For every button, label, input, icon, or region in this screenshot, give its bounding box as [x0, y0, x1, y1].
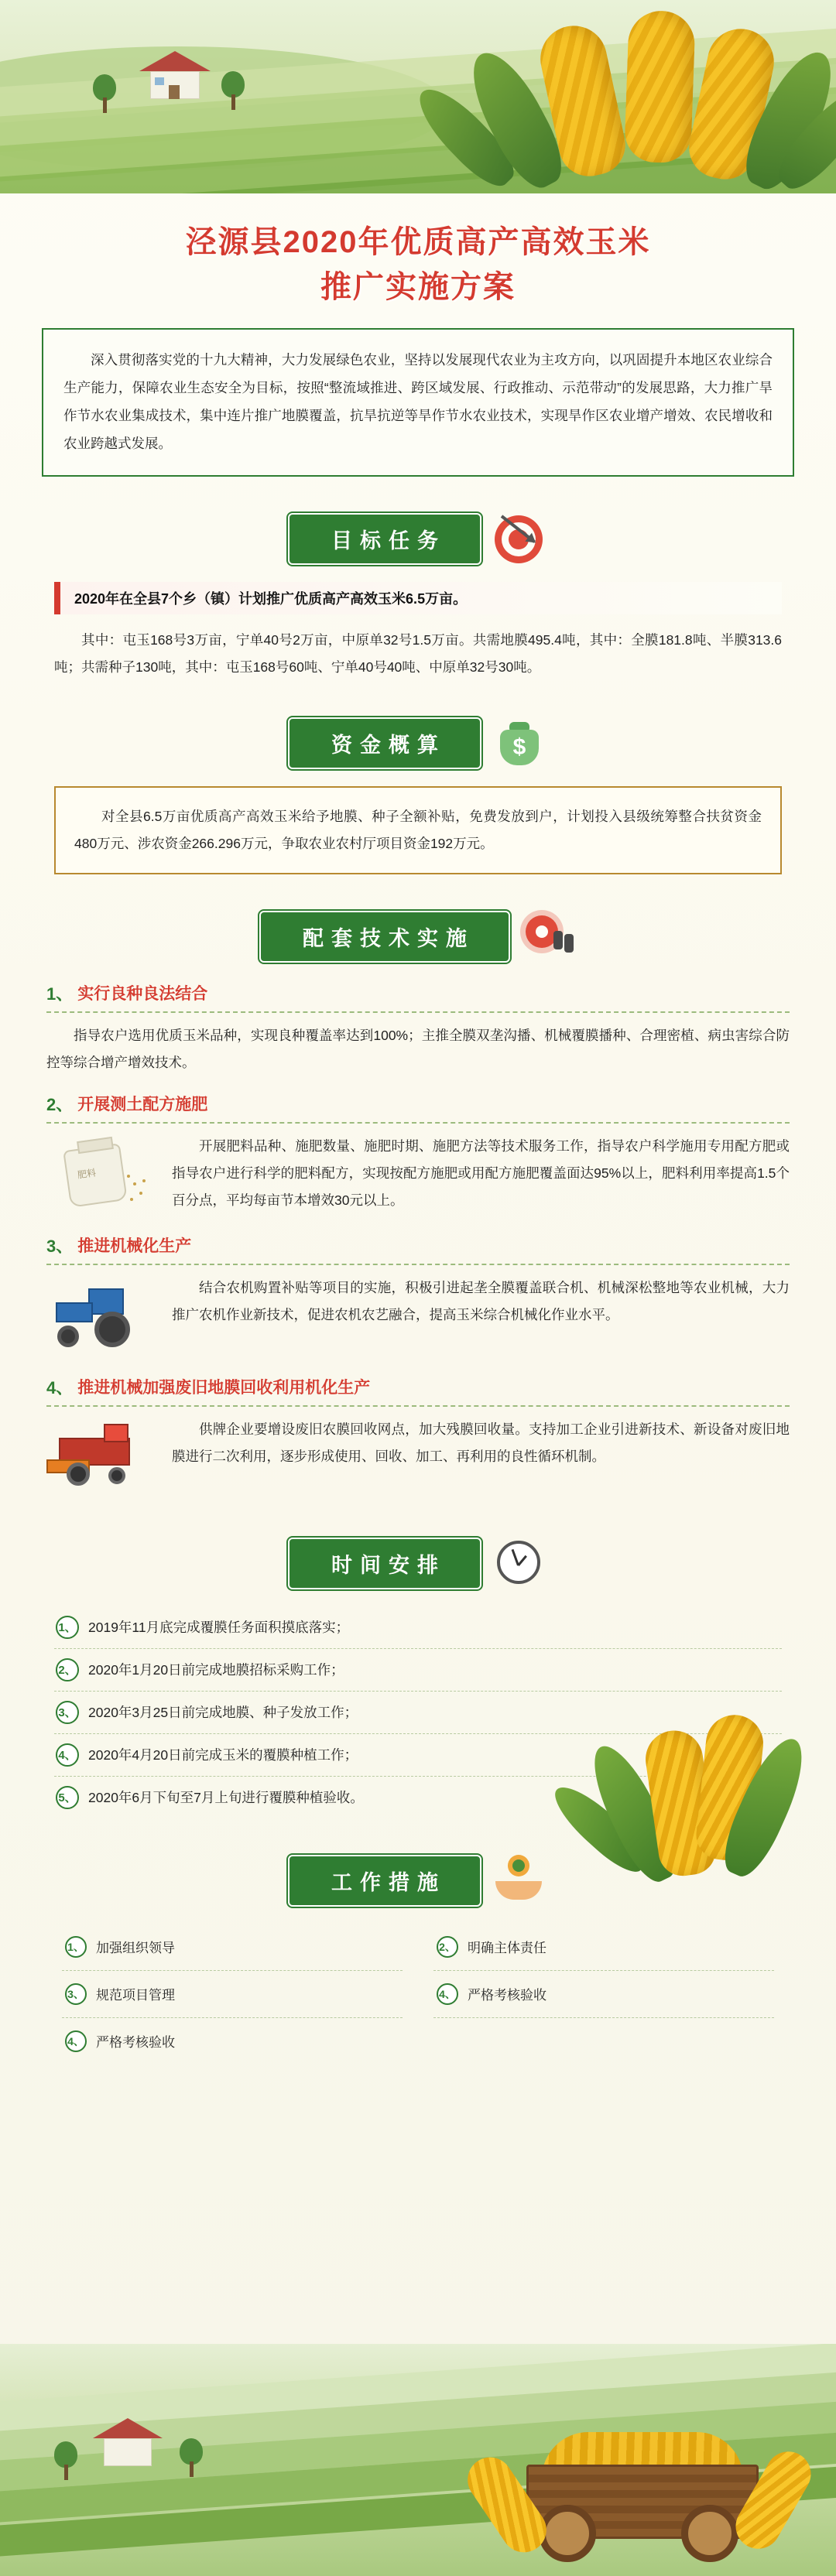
- schedule-item-text: 2020年4月20日前完成玉米的覆膜种植工作；: [88, 1747, 358, 1763]
- page-title: [0, 193, 836, 317]
- tech-item-body: [46, 1133, 790, 1218]
- tech-item-title: 推进机械加强废旧地膜回收利用机化生产: [77, 1379, 371, 1397]
- measure-item-text: 规范项目管理: [96, 1988, 175, 2003]
- measure-item-number: 4、: [65, 2030, 87, 2052]
- section-header-funds: [0, 715, 836, 772]
- harvester-icon: [46, 1416, 163, 1501]
- measure-item-number: 3、: [65, 1983, 87, 2005]
- schedule-item-text: 2020年3月25日前完成地膜、种子发放工作；: [88, 1705, 358, 1720]
- tech-item-header: [46, 1092, 790, 1124]
- clock-icon: [489, 1534, 548, 1593]
- tech-item-number: 2、: [46, 1094, 74, 1114]
- footer-illustration: [0, 2344, 836, 2576]
- ribbon-label-funds: 资金概算: [288, 717, 481, 769]
- tech-item: [46, 1092, 790, 1218]
- tractor-icon: [46, 1274, 163, 1360]
- tech-item-number: 1、: [46, 984, 74, 1004]
- fertilizer-sack-icon: 肥料: [46, 1133, 163, 1218]
- tree-icon: [180, 2438, 203, 2479]
- tech-item-number: 4、: [46, 1377, 74, 1397]
- goal-highlight: 2020年在全县7个乡（镇）计划推广优质高产高效玉米6.5万亩。: [54, 582, 782, 614]
- section-header-tech: [0, 908, 836, 966]
- measure-item-text: 严格考核验收: [468, 1988, 546, 2003]
- tech-item-title: 实行良种良法结合: [77, 985, 208, 1003]
- measure-item-number: 4、: [437, 1983, 458, 2005]
- schedule-item-text: 2020年6月下旬至7月上旬进行覆膜种植验收。: [88, 1790, 364, 1805]
- funds-box: [54, 786, 782, 874]
- list-item: [54, 1606, 782, 1649]
- list-item: [62, 2018, 403, 2065]
- tech-item: [46, 1375, 790, 1501]
- tree-icon: [93, 74, 116, 115]
- tech-item-header: [46, 981, 790, 1013]
- section-header-schedule: [0, 1535, 836, 1592]
- top-banner-illustration: [0, 0, 836, 193]
- tech-item-title: 开展测土配方施肥: [77, 1096, 208, 1114]
- tech-list: [0, 981, 836, 1501]
- tree-icon: [221, 71, 245, 111]
- schedule-item-number: 5、: [56, 1786, 79, 1809]
- tech-item-header: [46, 1233, 790, 1265]
- title-line-2: 推广实施方案: [320, 270, 516, 304]
- list-item-empty: [433, 2018, 774, 2065]
- ribbon-label-measures: 工作措施: [288, 1855, 481, 1907]
- target-icon: [489, 510, 548, 569]
- farmhouse-icon: [139, 51, 211, 101]
- schedule-item-number: 4、: [56, 1743, 79, 1767]
- tech-item-text: 指导农户选用优质玉米品种，实现良种覆盖率达到100%；主推全膜双垄沟播、机械覆膜播种、合理密植、病虫害综合防控等综合增产增效技术。: [46, 1027, 790, 1070]
- measure-item-text: 明确主体责任: [468, 1941, 546, 1955]
- tech-item: [46, 981, 790, 1076]
- goal-paragraph: 其中：屯玉168号3万亩，宁单40号2万亩，中原单32号1.5万亩。共需地膜495.4吨，其中：全膜181.8吨、半膜313.6吨；共需种子130吨，其中：屯玉168号60吨、宁单40号40吨、中原单32号30吨。: [54, 631, 782, 675]
- tech-item-text: 开展肥料品种、施肥数量、施肥时期、施肥方法等技术服务工作，指导农户科学施用专用配方肥或指导农户进行科学的肥料配方，实现按配方施肥或用配方施肥覆盖面达95%以上，肥料利用率提高1.5个百分点，平均每亩节本增效30元以上。: [172, 1137, 790, 1208]
- measure-item-number: 2、: [437, 1936, 458, 1958]
- intro-text: 深入贯彻落实党的十九大精神，大力发展绿色农业，坚持以发展现代农业为主攻方向，以巩固提升本地区农业综合生产能力，保障农业生态安全为目标，按照“整流域推进、跨区域发展、行政推动、示范带动”的发展思路，大力推广旱作节水农业集成技术，集中连片推广地膜覆盖，抗旱抗逆等旱作节水农业技术，实现旱作区农业增产增效、农民增收和农业跨越式发展。: [63, 352, 773, 451]
- tech-item-text: 结合农机购置补贴等项目的实施，积极引进起垄全膜覆盖联合机、机械深松整地等农业机械，大力推广农机作业新技术，促进农机农艺融合，提高玉米综合机械化作业水平。: [172, 1279, 790, 1322]
- measure-item-text: 严格考核验收: [96, 2035, 175, 2050]
- tech-item: [46, 1233, 790, 1360]
- tree-icon: [54, 2441, 77, 2482]
- schedule-item-number: 2、: [56, 1658, 79, 1681]
- money-bag-icon: $: [489, 714, 548, 773]
- schedule-item-text: 2019年11月底完成覆膜任务面积摸底落实；: [88, 1620, 350, 1635]
- list-item: [62, 1924, 403, 1971]
- gear-people-icon: [518, 908, 577, 966]
- measure-item-text: 加强组织领导: [96, 1941, 175, 1955]
- tech-item-header: [46, 1375, 790, 1407]
- tech-item-body: [46, 1022, 790, 1076]
- tech-item-text: 供牌企业要增设废旧农膜回收网点，加大残膜回收量。支持加工企业引进新技术、新设备对废旧地膜进行二次利用，逐步形成使用、回收、加工、再利用的良性循环机制。: [172, 1421, 790, 1464]
- schedule-item-number: 1、: [56, 1616, 79, 1639]
- tech-item-body: [46, 1274, 790, 1360]
- funds-text: 对全县6.5万亩优质高产高效玉米给予地膜、种子全额补贴，免费发放到户，计划投入县级统筹整合扶贫资金480万元、涉农资金266.296万元，争取农业农村厅项目资金192万元。: [74, 808, 762, 851]
- section-header-goal: [0, 511, 836, 568]
- corn-cart-icon: [480, 2406, 805, 2568]
- tech-item-title: 推进机械化生产: [77, 1237, 192, 1255]
- measure-item-number: 1、: [65, 1936, 87, 1958]
- farmhouse-icon: [93, 2418, 163, 2468]
- schedule-item-number: 3、: [56, 1701, 79, 1724]
- measures-grid: [62, 1924, 774, 2065]
- ribbon-label-tech: 配套技术实施: [259, 911, 510, 963]
- intro-box: [42, 328, 794, 477]
- schedule-item-text: 2020年1月20日前完成地膜招标采购工作；: [88, 1662, 344, 1678]
- tech-item-body: [46, 1416, 790, 1501]
- list-item: [433, 1971, 774, 2018]
- title-line-1: 泾源县2020年优质高产高效玉米: [185, 225, 651, 259]
- list-item: [62, 1971, 403, 2018]
- ribbon-label-schedule: 时间安排: [288, 1538, 481, 1589]
- hand-idea-icon: [489, 1852, 548, 1911]
- corn-cobs-icon: [472, 3, 805, 189]
- corn-decoration-icon: [577, 1678, 810, 1933]
- ribbon-label-goal: 目标任务: [288, 513, 481, 565]
- tech-item-number: 3、: [46, 1236, 74, 1256]
